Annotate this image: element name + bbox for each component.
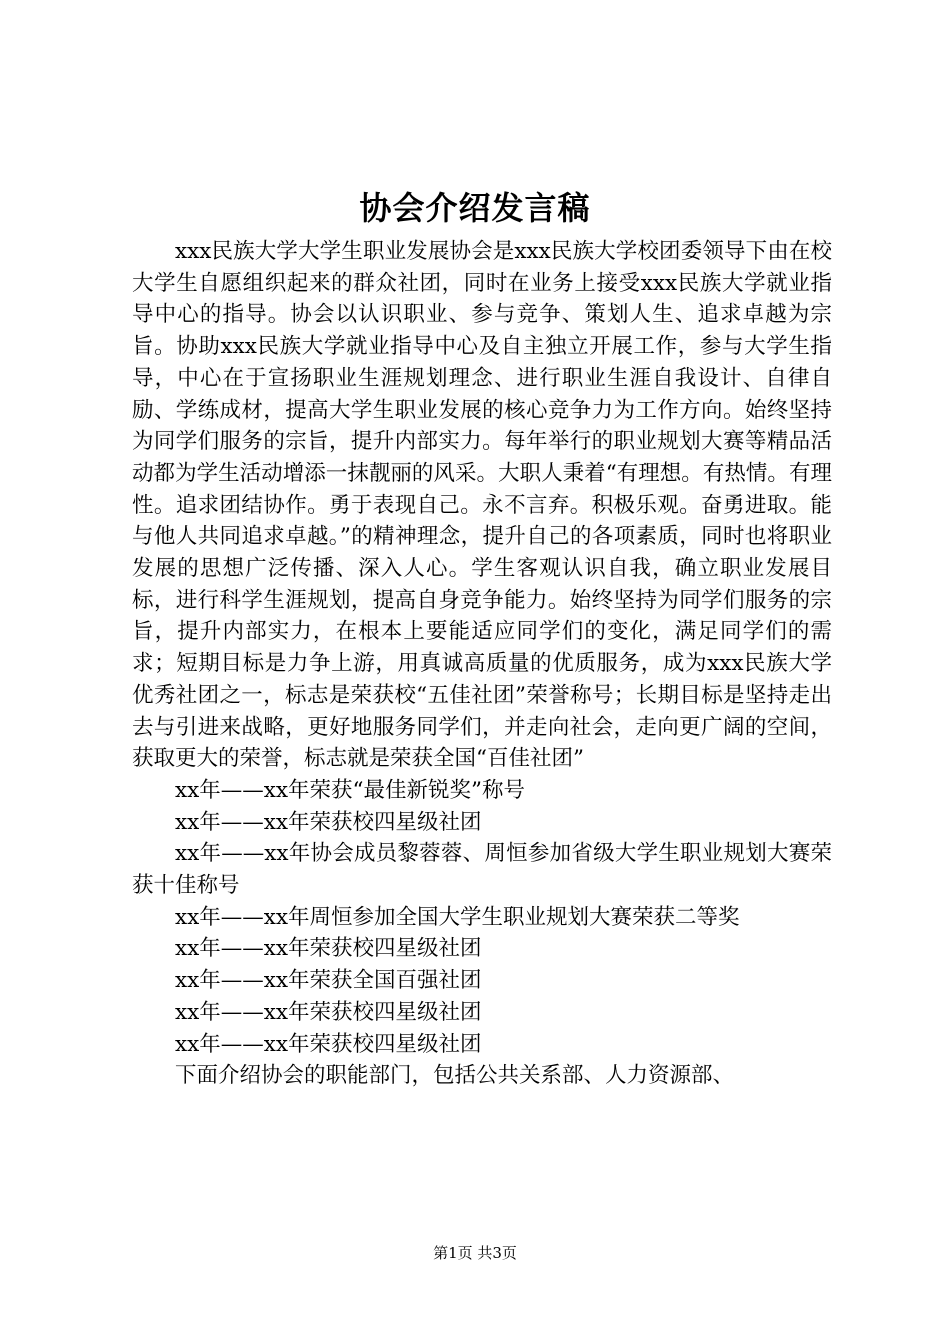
award-item: xx年——xx年协会成员黎蓉蓉、周恒参加省级大学生职业规划大赛荣获十佳称号 [132, 841, 832, 899]
award-item: xx年——xx年荣获校四星级社团 [175, 936, 482, 962]
document-title: 协会介绍发言稿 [359, 189, 591, 227]
award-item: xx年——xx年荣获校四星级社团 [175, 809, 482, 835]
intro-paragraph: xxx民族大学大学生职业发展协会是xxx民族大学校团委领导下由在校大学生自愿组织起来的群众社团，同时在业务上接受xxx民族大学就业指导中心的指导。协会以认识职业、参与竞争、策划人生、追求卓越为宗旨。协助xxx民族大学就业指导中心及自主独立开展工作，参与大学生指导，中心在于宣扬职业生涯规划理念、进行职业生涯自我设计、自律自励、学练成材，提高大学生职业发展的核心竞争力为工作方向。始终坚持为同学们服务的宗旨，提升内部实力。每年举行的职业规划大赛等精品活动都为学生活动增添一抹靓丽的风采。大职人秉着“有理想。有热情。有理性。追求团结协作。勇于表现自己。永不言弃。积极乐观。奋勇进取。能与他人共同追求卓越。”的精神理念，提升自己的各项素质，同时也将职业发展的思想广泛传播、深入人心。学生客观认识自我，确立职业发展目标，进行科学生涯规划，提高自身竞争能力。始终坚持为同学们服务的宗旨，提升内部实力，在根本上要能适应同学们的变化，满足同学们的需求；短期目标是力争上游，用真诚高质量的优质服务，成为xxx民族大学优秀社团之一，标志是荣获校“五佳社团”荣誉称号；长期目标是坚持走出去与引进来战略，更好地服务同学们，并走向社会，走向更广阔的空间，获取更大的荣誉，标志就是荣获全国“百佳社团” [132, 239, 832, 772]
award-item: xx年——xx年荣获校四星级社团 [175, 1031, 482, 1057]
document-body [132, 236, 832, 1092]
award-item: xx年——xx年荣获全国百强社团 [175, 968, 482, 994]
award-item: xx年——xx年荣获“最佳新锐奖”称号 [175, 777, 525, 803]
award-item: xx年——xx年荣获校四星级社团 [175, 999, 482, 1025]
closing-paragraph: 下面介绍协会的职能部门，包括公共关系部、人力资源部、 [175, 1063, 735, 1089]
page-footer: 第1页 共3页 [433, 1244, 517, 1262]
award-item: xx年——xx年周恒参加全国大学生职业规划大赛荣获二等奖 [175, 904, 740, 930]
